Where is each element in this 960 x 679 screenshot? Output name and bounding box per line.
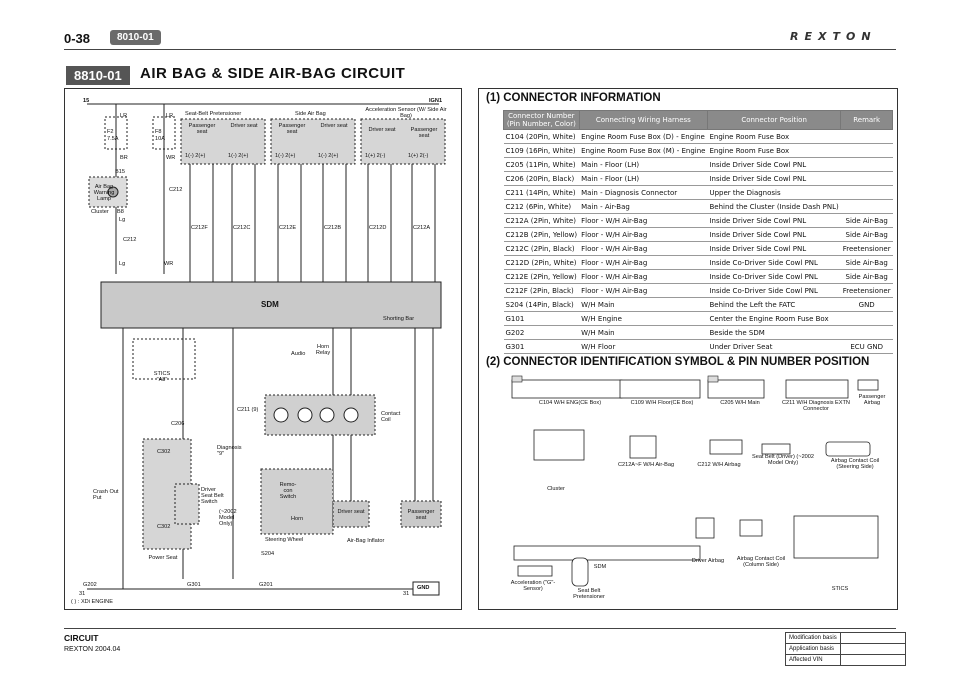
cell: Freetensioner — [841, 242, 893, 256]
cell: Engine Room Fuse Box — [707, 144, 840, 158]
side-driver-seat: Driver seat — [320, 123, 348, 129]
footer-circuit: CIRCUIT — [64, 633, 99, 643]
sdm-label: SDM — [261, 300, 279, 309]
table-row — [504, 256, 893, 270]
c211-label: C211 (9) — [237, 407, 259, 413]
cell — [841, 172, 893, 186]
basis-affected-vin: Affected VIN — [786, 655, 841, 666]
crash-out-put: Crash Out Put — [93, 489, 119, 502]
pin-label-1: 1(-) 2(+) — [185, 153, 206, 159]
audio-label: Audio — [291, 351, 306, 357]
airbag-inflator: Air-Bag Inflator — [347, 538, 385, 544]
cell: C212B (2Pin, Yellow) — [504, 228, 580, 242]
basis-value — [840, 655, 905, 666]
table-row — [504, 186, 893, 200]
cell: Engine Room Fuse Box — [707, 130, 840, 144]
cell: Floor - W/H Air-Bag — [579, 256, 707, 270]
table-row — [504, 158, 893, 172]
ground-g301: G301 — [187, 582, 201, 588]
ground-g201: G201 — [259, 582, 273, 588]
connector-c212f: C212F — [191, 225, 208, 231]
pin-seat-belt-pretensioner: Seat Belt Pretensioner — [573, 588, 605, 601]
cell: C206 (20Pin, Black) — [504, 172, 580, 186]
cell: W/H Main — [579, 326, 707, 340]
cell: Engine Room Fuse Box (D) - Engine — [579, 130, 707, 144]
basis-table — [785, 632, 906, 666]
cell: Inside Driver Side Cowl PNL — [707, 242, 840, 256]
ground-31-left: 31 — [79, 591, 86, 597]
inflator-passenger-seat: Passenger seat — [407, 509, 435, 522]
wire-lg-1: Lg — [119, 217, 126, 223]
airbag-warning-lamp: Air Bag Warning Lamp — [93, 184, 115, 203]
cell: Center the Engine Room Fuse Box — [707, 312, 840, 326]
pin-acceleration-sensor: Acceleration ("G"-Sensor) — [510, 580, 556, 593]
ground-31-right: 31 — [403, 591, 410, 597]
cell: C211 (14Pin, White) — [504, 186, 580, 200]
cell: Side Air-Bag — [841, 270, 893, 284]
col-position: Connector Position — [707, 111, 840, 130]
diagnosis-label: Diagnosis "9" — [217, 445, 242, 458]
cell: G301 — [504, 340, 580, 354]
cell: Floor - W/H Air-Bag — [579, 228, 707, 242]
brand-logo: REXTON — [790, 30, 877, 43]
section-code: 8810-01 — [66, 66, 130, 85]
cell: Inside Co-Driver Side Cowl PNL — [707, 256, 840, 270]
side-passenger-seat: Passenger seat — [278, 123, 306, 136]
table-row — [504, 172, 893, 186]
contact-coil: Contact Coil — [381, 411, 401, 424]
cell: Upper the Diagnosis — [707, 186, 840, 200]
table-row — [504, 200, 893, 214]
connector-c212e: C212E — [279, 225, 297, 231]
table-header — [504, 111, 893, 130]
table-row — [504, 214, 893, 228]
table-row — [504, 270, 893, 284]
col-harness: Connecting Wiring Harness — [579, 111, 707, 130]
cell — [841, 130, 893, 144]
footer-model: REXTON 2004.04 — [64, 646, 121, 653]
cell: C212 (6Pin, White) — [504, 200, 580, 214]
cell — [841, 144, 893, 158]
shorting-bar: Shorting Bar — [383, 316, 415, 322]
pin-position-title: (2) CONNECTOR IDENTIFICATION SYMBOL & PIN NUMBER POSITION — [486, 356, 870, 368]
cell: G101 — [504, 312, 580, 326]
col-connector-number: Connector Number (Pin Number, Color) — [504, 111, 580, 130]
model-note: (~2002 Model Only) — [219, 509, 237, 528]
pin-c205: C205 W/H Main — [720, 400, 760, 406]
cell — [841, 326, 893, 340]
cell: C212F (2Pin, Black) — [504, 284, 580, 298]
cell: Floor - W/H Air-Bag — [579, 270, 707, 284]
pin-airbag-contact-coil-column: Airbag Contact Coil (Column Side) — [736, 556, 786, 569]
pin-c104: C104 W/H ENG(CE Box) — [538, 400, 602, 406]
driver-seat-belt-switch: Driver Seat Belt Switch — [201, 487, 224, 506]
xdi-engine-note: ( ) : XDi ENGINE — [71, 599, 113, 605]
cluster-connector: B15 — [115, 169, 125, 175]
c302-label-1: C302 — [157, 449, 171, 455]
pin-driver-airbag: Driver Airbag — [691, 558, 725, 564]
cell: Behind the Cluster (Inside Dash PNL) — [707, 200, 840, 214]
pin-cluster: Cluster — [547, 486, 565, 492]
pin-airbag-contact-coil-steering: Airbag Contact Coil (Steering Side) — [830, 458, 880, 471]
fuse-f8-rating: 10A — [155, 136, 165, 142]
table-row — [786, 655, 906, 666]
wire-lg-2: Lg — [119, 261, 126, 267]
remo-con-switch: Remo-con Switch — [279, 482, 297, 501]
group-pretensioner-title: Seat-Belt Pretensioner — [185, 111, 242, 117]
cell — [841, 200, 893, 214]
basis-value — [840, 644, 905, 655]
cell: Inside Driver Side Cowl PNL — [707, 228, 840, 242]
cell: C212E (2Pin, Yellow) — [504, 270, 580, 284]
cell: Main - Diagnosis Connector — [579, 186, 707, 200]
header-rule — [64, 49, 896, 50]
connector-c212d: C212D — [369, 225, 387, 231]
wire-wr-2: WR — [164, 261, 174, 267]
cell: C205 (11Pin, White) — [504, 158, 580, 172]
cell: GND — [841, 298, 893, 312]
fuse-f2: F2 — [107, 129, 114, 135]
table-row — [786, 633, 906, 644]
pin-stics: STICS — [831, 586, 849, 592]
cell: W/H Floor — [579, 340, 707, 354]
connector-c212a: C212A — [413, 225, 431, 231]
accel-passenger-seat: Passenger seat — [410, 127, 438, 140]
accel-driver-seat: Driver seat — [368, 127, 396, 133]
c302-label-2: C302 — [157, 524, 171, 530]
cell: W/H Main — [579, 298, 707, 312]
cell: Inside Driver Side Cowl PNL — [707, 214, 840, 228]
wire-lr-2: LR — [166, 113, 174, 119]
pin-label-2: 1(-) 2(+) — [228, 153, 249, 159]
horn-relay: Horn Relay — [315, 344, 331, 357]
pin-label-4: 1(-) 2(+) — [318, 153, 339, 159]
table-row — [504, 228, 893, 242]
cell: Floor - W/H Air-Bag — [579, 284, 707, 298]
pin-c109: C109 W/H Floor(CE Box) — [630, 400, 694, 406]
fuse-f2-rating: 7.5A — [107, 136, 119, 142]
cell: C109 (16Pin, White) — [504, 144, 580, 158]
pin-c212: C212 W/H Airbag — [697, 462, 741, 468]
cluster-pin: B8 — [117, 209, 124, 215]
cell: Under Driver Seat — [707, 340, 840, 354]
connector-info-title: (1) CONNECTOR INFORMATION — [486, 92, 661, 104]
ground-g202: G202 — [83, 582, 97, 588]
basis-application: Application basis — [786, 644, 841, 655]
pin-c211: C211 W/H Diagnosis EXTN Connector — [782, 400, 850, 413]
cell: Side Air-Bag — [841, 214, 893, 228]
connector-table — [503, 110, 893, 354]
table-row — [504, 144, 893, 158]
cell: Main - Floor (LH) — [579, 172, 707, 186]
cell — [841, 158, 893, 172]
supply-15: 15 — [83, 98, 90, 104]
cell: Side Air-Bag — [841, 256, 893, 270]
cell: Side Air-Bag — [841, 228, 893, 242]
table-row — [504, 284, 893, 298]
table-row — [504, 242, 893, 256]
circuit-drawing — [65, 89, 461, 609]
cell: Engine Room Fuse Box (M) - Engine — [579, 144, 707, 158]
section-code-tag: 8010-01 — [110, 30, 161, 45]
c212-label-1: C212 — [169, 187, 183, 193]
horn-label: Horn — [291, 516, 304, 522]
cell — [841, 186, 893, 200]
cell: Beside the SDM — [707, 326, 840, 340]
pin-sdm: SDM — [593, 564, 607, 570]
cell: C212D (2Pin, White) — [504, 256, 580, 270]
wire-wr-1: WR — [166, 155, 176, 161]
table-row — [504, 130, 893, 144]
footer-rule — [64, 628, 896, 629]
pin-passenger-airbag: Passenger Airbag — [858, 394, 886, 407]
cell — [841, 312, 893, 326]
cell: C212A (2Pin, White) — [504, 214, 580, 228]
table-row — [504, 326, 893, 340]
stics-label: STICS "A8" — [153, 371, 171, 384]
basis-value — [840, 633, 905, 644]
circuit-diagram — [64, 88, 462, 610]
col-remark: Remark — [841, 111, 893, 130]
wire-lr-1: LR — [120, 113, 128, 119]
cell: Behind the Left the FATC — [707, 298, 840, 312]
pret-passenger-seat: Passenger seat — [188, 123, 216, 136]
page-title: AIR BAG & SIDE AIR-BAG CIRCUIT — [140, 65, 406, 82]
cluster-label: Cluster — [91, 209, 109, 215]
table-row — [504, 312, 893, 326]
wire-br: BR — [120, 155, 128, 161]
ign1-label: IGN1 — [429, 98, 443, 104]
pret-driver-seat: Driver seat — [230, 123, 258, 129]
cell: ECU GND — [841, 340, 893, 354]
steering-wheel: Steering Wheel — [265, 537, 304, 543]
power-seat: Power Seat — [148, 555, 178, 561]
table-row — [504, 298, 893, 312]
cell: Main - Air-Bag — [579, 200, 707, 214]
cell: S204 (14Pin, Black) — [504, 298, 580, 312]
cell: Main - Floor (LH) — [579, 158, 707, 172]
cell: C104 (20Pin, White) — [504, 130, 580, 144]
pin-label-6: 1(+) 2(-) — [408, 153, 429, 159]
fuse-f8: F8 — [155, 129, 162, 135]
table-row — [786, 644, 906, 655]
c212-label-2: C212 — [123, 237, 137, 243]
cell: Floor - W/H Air-Bag — [579, 214, 707, 228]
s204-label: S204 — [261, 551, 275, 557]
group-accel-sensor-title: Acceleration Sensor (W/ Side Air Bag) — [365, 107, 447, 120]
cell: Inside Driver Side Cowl PNL — [707, 172, 840, 186]
pin-seat-belt-driver: Seat Belt (Driver) (~2002 Model Only) — [751, 454, 815, 467]
cell: Inside Co-Driver Side Cowl PNL — [707, 284, 840, 298]
basis-modification: Modification basis — [786, 633, 841, 644]
connector-c212b: C212B — [324, 225, 342, 231]
connector-c212c: C212C — [233, 225, 251, 231]
cell: C212C (2Pin, Black) — [504, 242, 580, 256]
table-row — [504, 340, 893, 354]
cell: W/H Engine — [579, 312, 707, 326]
inflator-driver-seat: Driver seat — [337, 509, 365, 515]
gnd-label: GND — [417, 585, 430, 591]
pin-label-5: 1(+) 2(-) — [365, 153, 386, 159]
c206-label: C206 — [171, 421, 185, 427]
cell: Floor - W/H Air-Bag — [579, 242, 707, 256]
group-side-airbag-title: Side Air Bag — [295, 111, 326, 117]
page-number: 0-38 — [64, 31, 91, 46]
pin-label-3: 1(-) 2(+) — [275, 153, 296, 159]
cell: Inside Co-Driver Side Cowl PNL — [707, 270, 840, 284]
cell: G202 — [504, 326, 580, 340]
cell: Inside Driver Side Cowl PNL — [707, 158, 840, 172]
cell: Freetensioner — [841, 284, 893, 298]
pin-c212a-f: C212A~F W/H Air-Bag — [617, 462, 675, 468]
